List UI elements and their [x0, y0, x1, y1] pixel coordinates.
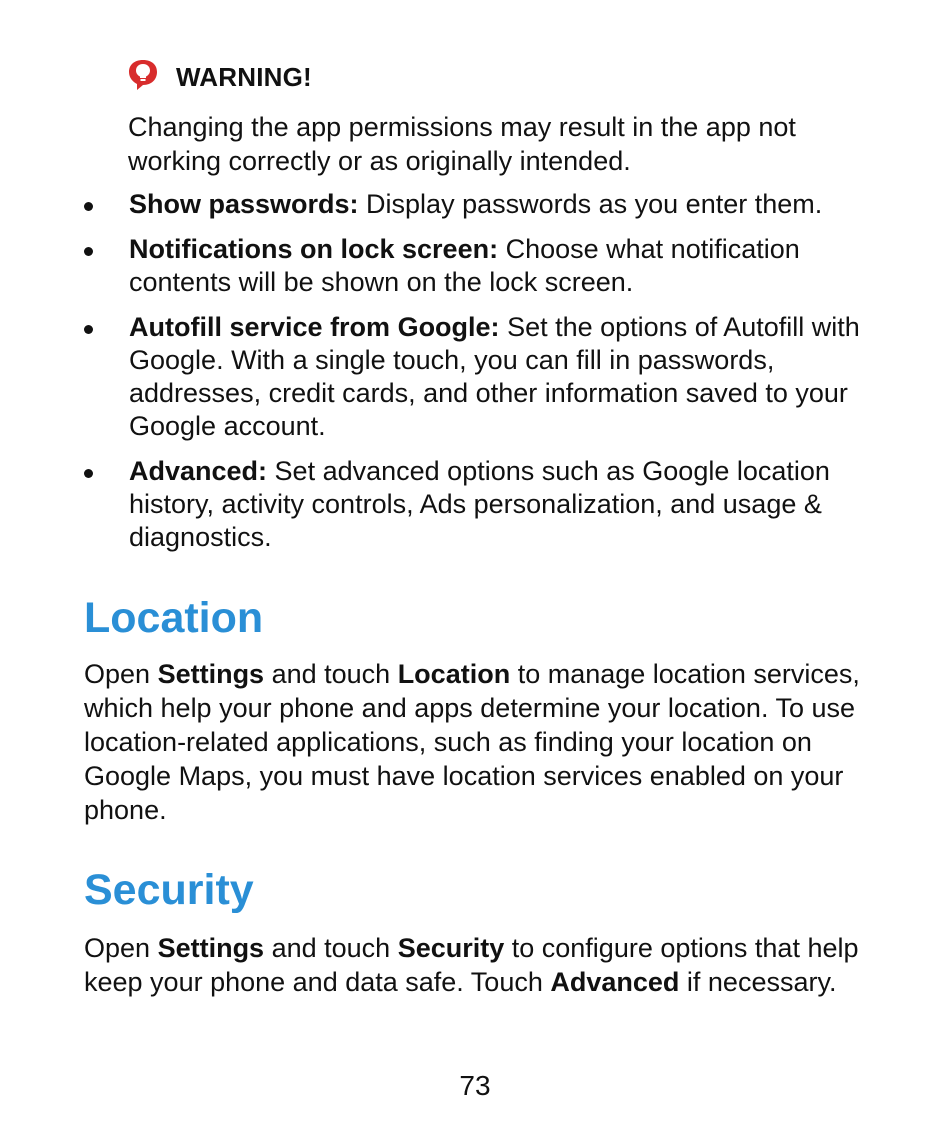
- security-term: Security: [397, 933, 505, 963]
- text-run: Open: [84, 933, 158, 963]
- list-item: [84, 455, 884, 554]
- advanced-term: Advanced: [550, 967, 680, 997]
- list-item: [84, 233, 884, 299]
- text-run: Open: [84, 659, 158, 689]
- bullet-desc: Display passwords as you enter them.: [358, 189, 823, 219]
- bullet-term: Show passwords:: [129, 189, 359, 219]
- bullet-desc: Set the options of Autofill with Google. With a single touch, you can fill in passwords, addresses, credit cards, and other information saved to your Google account.: [129, 312, 860, 441]
- bullet-term: Notifications on lock screen:: [129, 234, 499, 264]
- settings-term: Settings: [157, 933, 265, 963]
- bullet-icon: [84, 247, 93, 256]
- bullet-term: Advanced:: [129, 456, 268, 486]
- security-heading: Security: [84, 866, 254, 914]
- warning-icon: [126, 58, 160, 92]
- text-run: if necessary.: [679, 967, 837, 997]
- bullet-icon: [84, 202, 93, 211]
- warning-text: Changing the app permissions may result in the app not working correctly or as originally intended.: [128, 112, 796, 176]
- text-run: to manage location services, which help your phone and apps determine your location. To use location-related applications, such as finding your location on Google Maps, you must have location services enabled on your phone.: [84, 659, 860, 825]
- text-run: and touch: [264, 659, 398, 689]
- security-paragraph: [84, 931, 884, 999]
- bullet-term: Autofill service from Google:: [129, 312, 500, 342]
- text-run: to configure options that help keep your phone and data safe. Touch: [84, 933, 859, 997]
- list-item: [84, 311, 884, 443]
- location-term: Location: [397, 659, 511, 689]
- bullet-icon: [84, 325, 93, 334]
- settings-term: Settings: [157, 659, 265, 689]
- warning-header: [126, 62, 312, 93]
- page-number: 73: [459, 1070, 491, 1101]
- settings-bullet-list: [84, 188, 884, 566]
- bullet-desc: Choose what notification contents will be shown on the lock screen.: [129, 234, 800, 297]
- location-paragraph: [84, 657, 884, 827]
- warning-title: WARNING!: [176, 62, 312, 92]
- text-run: and touch: [264, 933, 398, 963]
- bullet-icon: [84, 469, 93, 478]
- bullet-desc: Set advanced options such as Google location history, activity controls, Ads personalization, and usage & diagnostics.: [129, 456, 830, 552]
- list-item: [84, 188, 884, 221]
- location-heading: Location: [84, 594, 264, 642]
